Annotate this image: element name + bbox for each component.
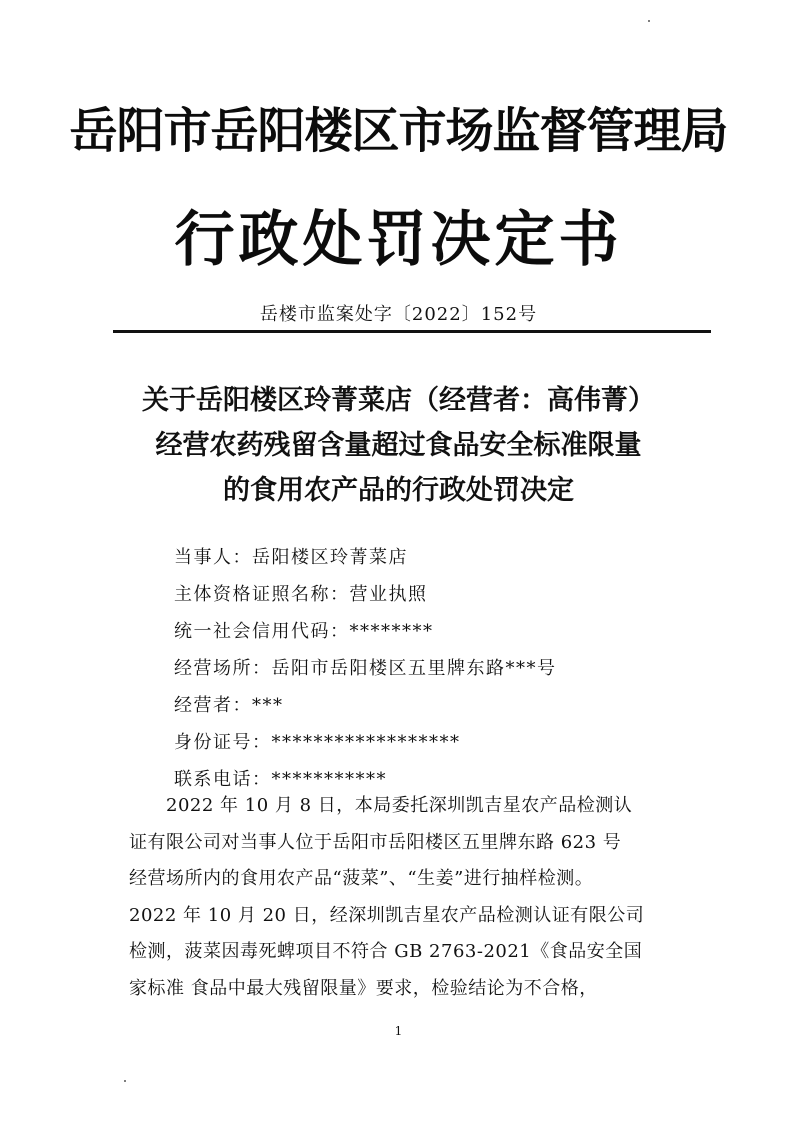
decision-title xyxy=(0,378,797,513)
paragraph-line: 证有限公司对当事人位于岳阳市岳阳楼区五里牌东路 623 号 xyxy=(129,831,622,853)
scan-speck xyxy=(648,20,650,22)
page-number: 1 xyxy=(394,1024,403,1038)
document-number: 岳楼市监案处字〔2022〕152号 xyxy=(259,304,538,325)
document-type-title: 行政处罚决定书 xyxy=(174,205,623,275)
facts-paragraph xyxy=(129,788,674,1007)
party-name-field: 当事人：岳阳楼区玲菁菜店 xyxy=(174,547,408,568)
paragraph-line: 检测，菠菜因毒死蜱项目不符合 GB 2763-2021《食品安全国 xyxy=(129,941,643,962)
paragraph-line: 2022 年 10 月 20 日，经深圳凯吉星农产品检测认证有限公司 xyxy=(129,904,645,926)
agency-name: 岳阳市岳阳楼区市场监督管理局 xyxy=(69,103,728,159)
paragraph-line: 2022 年 10 月 8 日，本局委托深圳凯吉星农产品检测认 xyxy=(129,795,633,816)
decision-title-line: 的食用农产品的行政处罚决定 xyxy=(223,475,574,506)
id-number-field: 身份证号：****************** xyxy=(174,732,461,753)
operator-field: 经营者：*** xyxy=(174,695,284,716)
license-type-field: 主体资格证照名称：营业执照 xyxy=(174,584,428,605)
paragraph-line: 经营场所内的食用农产品“菠菜”、“生姜”进行抽样检测。 xyxy=(129,868,594,889)
scan-speck xyxy=(124,1080,126,1082)
paragraph-line: 家标准 食品中最大残留限量》要求，检验结论为不合格， xyxy=(129,977,598,999)
phone-field: 联系电话：*********** xyxy=(174,769,387,790)
decision-title-line: 经营农药残留含量超过食品安全标准限量 xyxy=(155,430,642,461)
decision-title-line: 关于岳阳楼区玲菁菜店（经营者：高伟菁） xyxy=(142,385,655,416)
business-address-field: 经营场所：岳阳市岳阳楼区五里牌东路***号 xyxy=(174,658,557,679)
party-info xyxy=(174,543,557,802)
header-divider xyxy=(113,330,711,333)
credit-code-field: 统一社会信用代码：******** xyxy=(174,621,434,642)
